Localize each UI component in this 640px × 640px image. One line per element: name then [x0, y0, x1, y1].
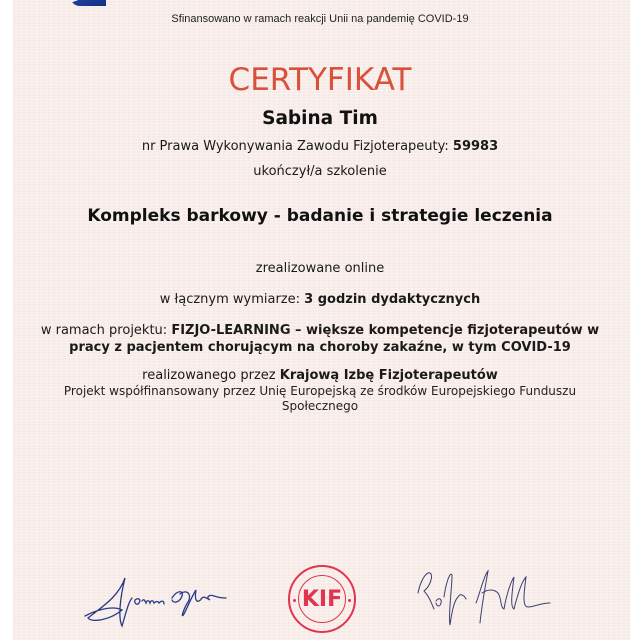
- seal-dot-icon: [293, 599, 296, 602]
- organizer-label: realizowanego przez: [142, 368, 276, 383]
- organizer-name: Krajową Izbę Fizjoterapeutów: [279, 368, 498, 383]
- hours-line: [0, 292, 640, 307]
- eu-flag-corner-icon: [70, 0, 106, 6]
- cofinancing-line1: Projekt współfinansowany przez Unię Europejską ze środków Europejskiego Funduszu: [63, 384, 577, 398]
- license-label: nr Prawa Wykonywania Zawodu Fizjoterapeuty:: [141, 139, 449, 154]
- organizer-line: [0, 368, 640, 383]
- completed-text: ukończył/a szkolenie: [253, 164, 387, 179]
- project-block: [0, 322, 640, 356]
- kif-seal: [288, 565, 356, 633]
- course-title: Kompleks barkowy - badanie i strategie leczenia: [87, 206, 553, 226]
- right-signature-icon: [410, 563, 560, 633]
- project-name-line2: pracy z pacjentem chorującym na choroby zakaźne, w tym COVID-19: [69, 340, 571, 355]
- delivery-mode: zrealizowane online: [255, 261, 385, 276]
- cofinancing-line2: Społecznego: [281, 399, 359, 413]
- project-name-line1: FIZJO-LEARNING – większe kompetencje fizjoterapeutów w: [171, 323, 600, 338]
- cofinancing-note: [0, 384, 640, 414]
- license-line: [0, 139, 640, 154]
- hours-value: 3 godzin dydaktycznych: [304, 292, 481, 307]
- seal-dot-icon: [348, 599, 351, 602]
- left-signature-icon: [80, 568, 230, 630]
- recipient-name: Sabina Tim: [262, 108, 378, 129]
- funding-note: Sfinansowano w ramach reakcji Unii na pandemię COVID-19: [171, 13, 469, 25]
- certificate-title: CERTYFIKAT: [228, 62, 412, 98]
- kif-logo: KIF: [298, 575, 346, 623]
- hours-label: w łącznym wymiarze:: [159, 292, 301, 307]
- project-label: w ramach projektu:: [40, 323, 168, 338]
- license-number: 59983: [452, 139, 499, 154]
